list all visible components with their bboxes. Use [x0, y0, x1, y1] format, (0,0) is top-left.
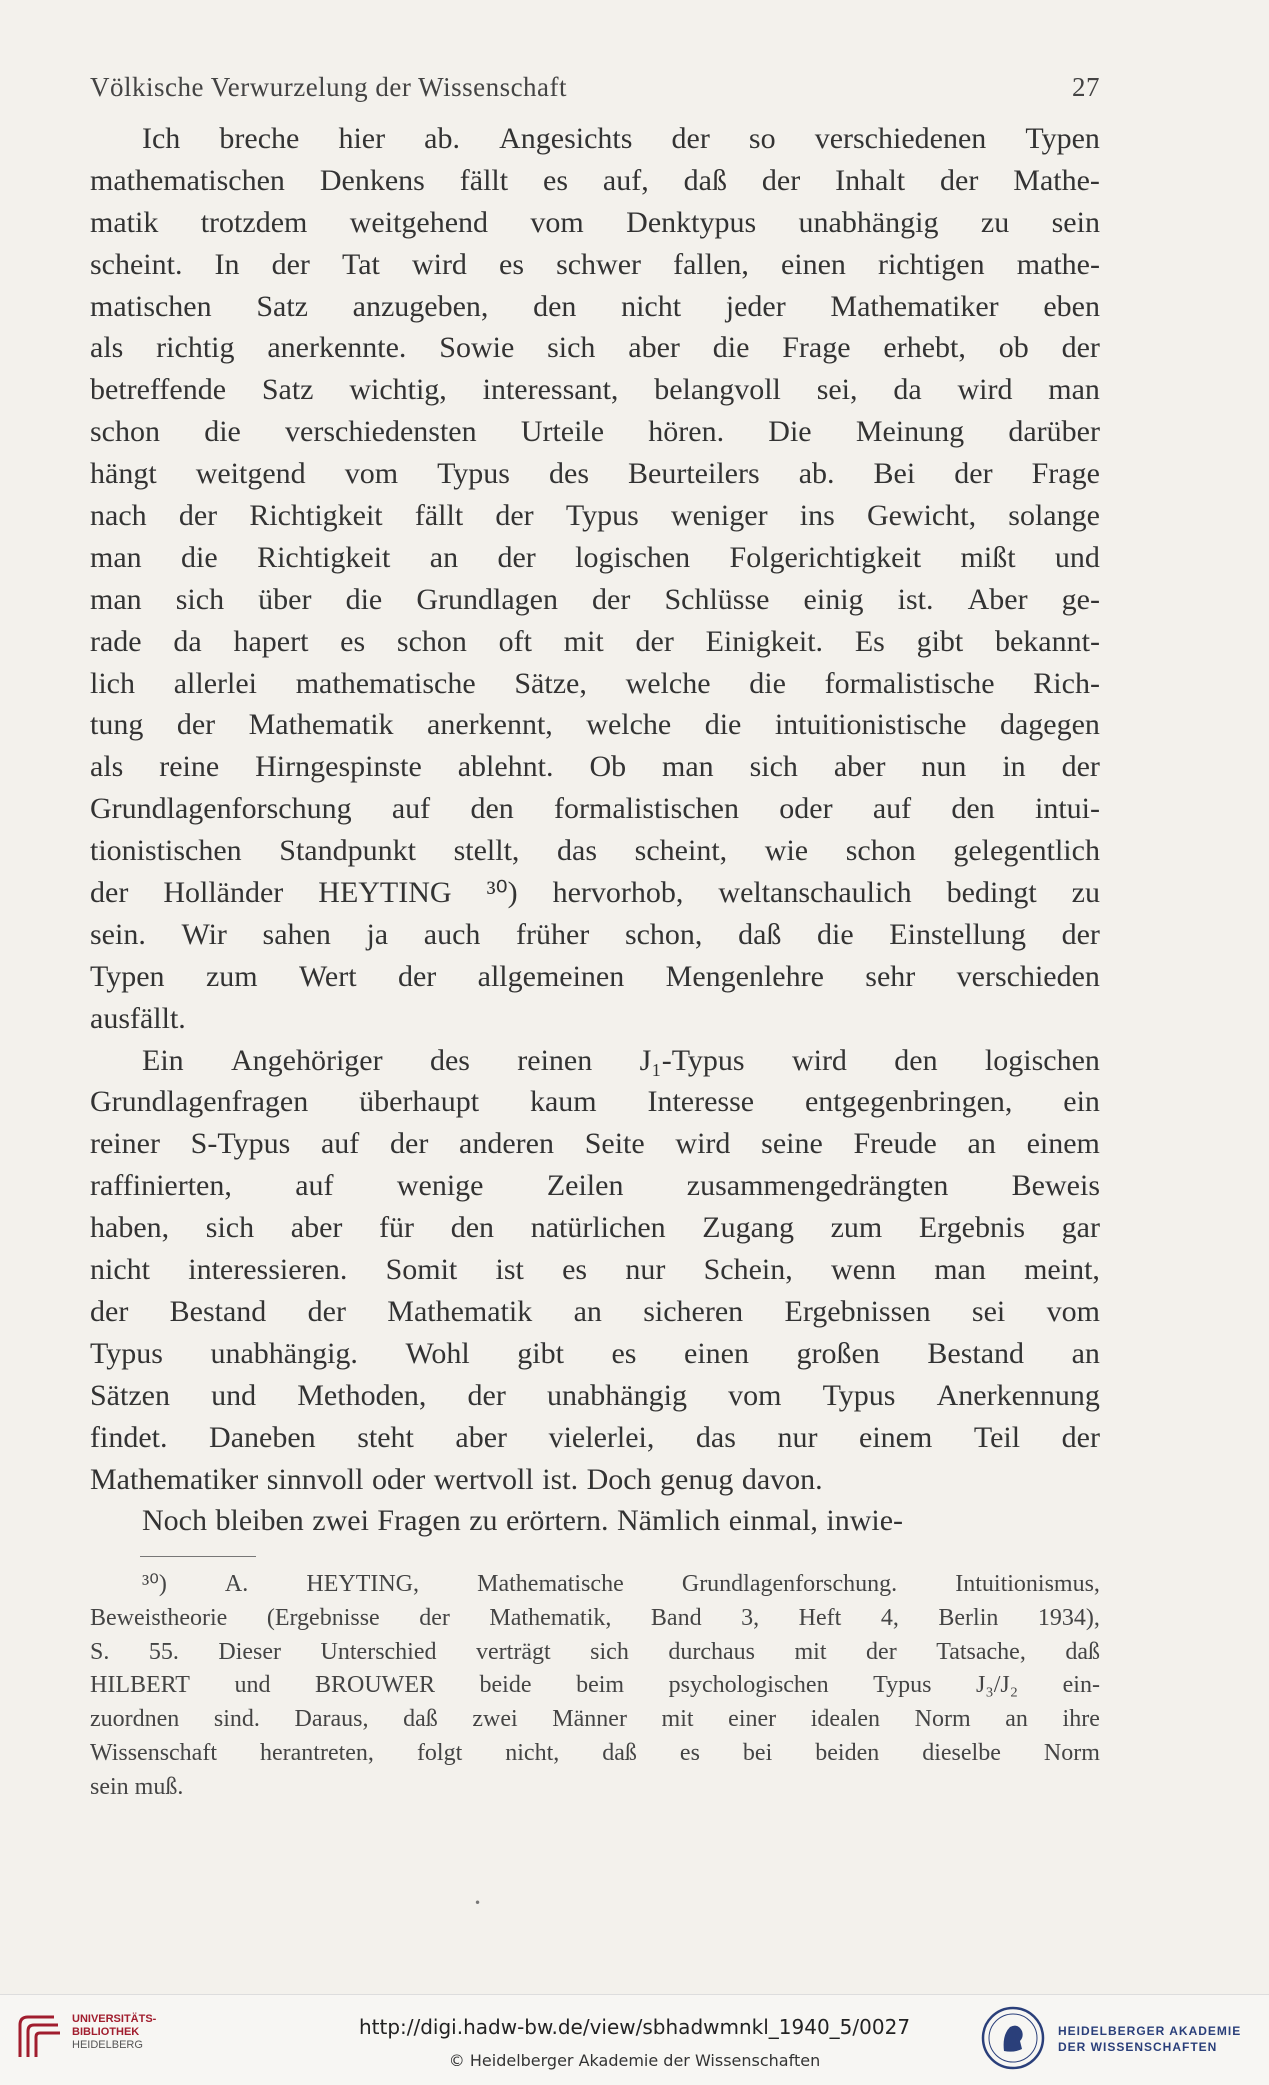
- body-line: hängt weitgend vom Typus des Beurteilers ab. Bei der Frage: [90, 457, 1100, 491]
- footnote-line: Wissenschaft herantreten, folgt nicht, daß es bei beiden dieselbe Norm: [90, 1739, 1100, 1766]
- body-line: tung der Mathematik anerkennt, welche die intuitionistische dagegen: [90, 708, 1100, 742]
- footnote-rule: [140, 1556, 256, 1557]
- body-line: Grundlagenfragen überhaupt kaum Interesse entgegenbringen, ein: [90, 1085, 1100, 1119]
- body-line: raffinierten, auf wenige Zeilen zusammengedrängten Beweis: [90, 1169, 1100, 1203]
- body-line: Ich breche hier ab. Angesichts der so verschiedenen Typen: [142, 122, 1100, 155]
- footer-bar: [0, 1994, 1269, 2085]
- body-line: Typen zum Wert der allgemeinen Mengenlehre sehr verschieden: [90, 959, 1100, 993]
- body-line: als richtig anerkennte. Sowie sich aber die Frage erhebt, ob der: [90, 331, 1100, 365]
- body-line: findet. Daneben steht aber vielerlei, das nur einem Teil der: [90, 1420, 1100, 1454]
- footnote-line: Beweistheorie (Ergebnisse der Mathematik, Band 3, Heft 4, Berlin 1934),: [90, 1604, 1100, 1631]
- body-line: lich allerlei mathematische Sätze, welche die formalistische Rich-: [90, 666, 1100, 700]
- body-line: man die Richtigkeit an der logischen Folgerichtigkeit mißt und: [90, 540, 1100, 574]
- body-line: nach der Richtigkeit fällt der Typus weniger ins Gewicht, solange: [90, 499, 1100, 533]
- body-line: mathematischen Denkens fällt es auf, daß der Inhalt der Mathe-: [90, 163, 1100, 197]
- running-head: [90, 72, 1100, 112]
- footnote-line: ³⁰) A. HEYTING, Mathematische Grundlagenforschung. Intuitionismus,: [142, 1571, 1100, 1597]
- body-line: matik trotzdem weitgehend vom Denktypus unabhängig zu sein: [90, 205, 1100, 239]
- body-line: der Holländer HEYTING ³⁰) hervorhob, weltanschaulich bedingt zu: [90, 876, 1100, 910]
- body-line: man sich über die Grundlagen der Schlüsse einig ist. Aber ge-: [90, 582, 1100, 616]
- body-line: Sätzen und Methoden, der unabhängig vom Typus Anerkennung: [90, 1378, 1100, 1412]
- footnote-line: sein muß.: [90, 1773, 184, 1800]
- footnote: [90, 1568, 1100, 1805]
- body-line: matischen Satz anzugeben, den nicht jeder Mathematiker eben: [90, 289, 1100, 323]
- academy-name: HEIDELBERGER AKADEMIE DER WISSENSCHAFTEN: [1058, 2024, 1242, 2054]
- body-line: schon die verschiedensten Urteile hören. Die Meinung darüber: [90, 415, 1100, 449]
- body-line: nicht interessieren. Somit ist es nur Schein, wenn man meint,: [90, 1253, 1100, 1287]
- body-line: Noch bleiben zwei Fragen zu erörtern. Nämlich einmal, inwie-: [142, 1504, 904, 1538]
- body-line: haben, sich aber für den natürlichen Zugang zum Ergebnis gar: [90, 1211, 1100, 1245]
- body-line: ausfällt.: [90, 1001, 186, 1035]
- footnote-line: zuordnen sind. Daraus, daß zwei Männer mit einer idealen Norm an ihre: [90, 1706, 1100, 1733]
- body-line: der Bestand der Mathematik an sicheren Ergebnissen sei vom: [90, 1294, 1100, 1328]
- copyright-notice: © Heidelberger Akademie der Wissenschaften: [448, 2051, 821, 2070]
- permalink-url[interactable]: http://digi.hadw-bw.de/view/sbhadwmnkl_1940_5/0027: [358, 2015, 911, 2039]
- body-line: als reine Hirngespinste ablehnt. Ob man sich aber nun in der: [90, 750, 1100, 784]
- page-number: 27: [1072, 72, 1100, 102]
- body-line: Ein Angehöriger des reinen J₁-Typus wird den logischen: [142, 1043, 1100, 1077]
- academy-seal-icon[interactable]: [980, 2005, 1046, 2071]
- stray-mark: •: [474, 1896, 482, 1910]
- university-library-name: UNIVERSITÄTS- BIBLIOTHEK HEIDELBERG: [72, 2013, 157, 2051]
- body-line: rade da hapert es schon oft mit der Einigkeit. Es gibt bekannt-: [90, 624, 1100, 658]
- page-title: Völkische Verwurzelung der Wissenschaft: [90, 72, 568, 102]
- body-line: tionistischen Standpunkt stellt, das scheint, wie schon gelegentlich: [90, 834, 1100, 868]
- body-line: scheint. In der Tat wird es schwer fallen, einen richtigen mathe-: [90, 247, 1100, 281]
- footnote-line: HILBERT und BROUWER beide beim psychologischen Typus J₃/J₂ ein-: [90, 1672, 1100, 1699]
- footnote-line: S. 55. Dieser Unterschied verträgt sich durchaus mit der Tatsache, daß: [90, 1638, 1100, 1665]
- body-text: [90, 118, 1100, 1542]
- body-line: Mathematiker sinnvoll oder wertvoll ist. Doch genug davon.: [90, 1462, 823, 1496]
- body-line: Typus unabhängig. Wohl gibt es einen großen Bestand an: [90, 1336, 1100, 1370]
- body-line: Grundlagenforschung auf den formalistischen oder auf den intui-: [90, 792, 1100, 826]
- body-line: sein. Wir sahen ja auch früher schon, daß die Einstellung der: [90, 917, 1100, 951]
- body-line: reiner S-Typus auf der anderen Seite wird seine Freude an einem: [90, 1127, 1100, 1161]
- body-line: betreffende Satz wichtig, interessant, belangvoll sei, da wird man: [90, 373, 1100, 407]
